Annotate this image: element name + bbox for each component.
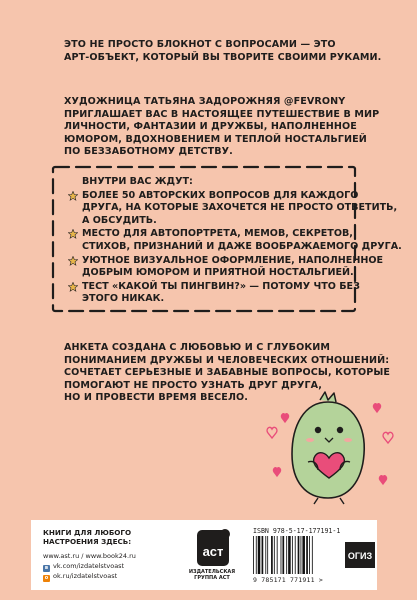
barcode-bar: [295, 536, 296, 574]
feature-item: [68, 189, 398, 228]
ok-icon: о: [44, 575, 49, 581]
closing-line: ПОНИМАНИЕМ ДРУЖБЫ И ЧЕЛОВЕЧЕСКИХ ОТНОШЕНИЙ:: [64, 354, 390, 366]
vk-icon: в: [44, 565, 49, 571]
feature-item: [68, 254, 384, 280]
barcode-bar: [312, 536, 313, 574]
barcode-bar: [309, 536, 310, 574]
barcode-bar: [306, 536, 308, 574]
barcode-bar: [282, 536, 284, 574]
barcode-bar: [286, 536, 287, 574]
artist-line: ПРИГЛАШАЕТ ВАС В НАСТОЯЩЕЕ ПУТЕШЕСТВИЕ В МИР: [64, 108, 380, 120]
barcode-bar: [262, 536, 264, 574]
star-icon: [68, 191, 78, 201]
barcode-bar: [253, 536, 254, 574]
feature-line: А ОБСУДИТЬ.: [82, 214, 157, 226]
feature-line: СТИХОВ, ПРИЗНАНИЙ И ДАЖЕ ВООБРАЖАЕМОГО ДРУГА.: [82, 240, 402, 252]
barcode-bar: [302, 536, 305, 574]
barcode-digits: 9 785171 771911 >: [253, 576, 323, 584]
star-icon: [68, 282, 78, 292]
barcode-bar: [267, 536, 268, 574]
intro-paragraph: [64, 39, 382, 64]
artist-line: ПО БЕЗЗАБОТНОМУ ДЕТСТВУ.: [64, 146, 233, 158]
artist-line: ХУДОЖНИЦА ТАТЬЯНА ЗАДОРОЖНЯЯ @FEVRONY: [64, 96, 346, 107]
barcode-bar: [258, 536, 261, 574]
vk-link[interactable]: [43, 562, 124, 572]
feature-line: МЕСТО ДЛЯ АВТОПОРТРЕТА, МЕМОВ, СЕКРЕТОВ,: [82, 228, 353, 240]
feature-item: [68, 228, 402, 253]
feature-line: ДОБРЫМ ЮМОРОМ И ПРИЯТНОЙ НОСТАЛЬГИЕЙ.: [82, 267, 354, 279]
barcode-bar: [265, 536, 266, 574]
ok-link[interactable]: [43, 572, 117, 582]
barcode-bar: [281, 536, 282, 574]
footer-heading-line: НАСТРОЕНИЯ ЗДЕСЬ:: [43, 537, 132, 546]
barcode-bar: [301, 536, 302, 574]
feature-item: [68, 281, 358, 306]
ogiz-imprint-logo: [345, 542, 375, 568]
website-links[interactable]: www.ast.ru / www.book24.ru: [43, 552, 136, 560]
vk-link-text: vk.com/izdatelstvoast: [53, 562, 125, 570]
star-icon: [68, 229, 78, 239]
ogiz-logo-text: ОГИЗ: [347, 551, 373, 561]
intro-line: ЭТО НЕ ПРОСТО БЛОКНОТ С ВОПРОСАМИ — ЭТО: [64, 39, 336, 50]
ok-link-text: ok.ru/izdatelstvoast: [53, 572, 118, 580]
footer-heading-line: КНИГИ ДЛЯ ЛЮБОГО: [43, 528, 132, 537]
feature-line: ДРУГА, НА КОТОРЫЕ ЗАХОЧЕТСЯ НЕ ПРОСТО ОТВЕТИТЬ,: [82, 202, 398, 214]
publisher-caption-line: ГРУППА АСТ: [194, 575, 230, 581]
publisher-caption: [181, 569, 243, 581]
artist-paragraph: [64, 96, 380, 159]
star-icon: [68, 256, 78, 266]
barcode-bar: [292, 536, 293, 574]
isbn: ISBN 978-5-17-177191-1: [253, 527, 341, 535]
features-box: [50, 164, 402, 314]
barcode-bar: [277, 536, 278, 574]
publisher-caption-line: ИЗДАТЕЛЬСКАЯ: [188, 569, 236, 575]
ast-logo-text: аст: [202, 544, 224, 559]
barcode-bar: [271, 536, 273, 574]
feature-line: ЭТОГО НИКАК.: [82, 293, 165, 305]
barcode-bar: [274, 536, 275, 574]
creature-with-heart-illustration: [262, 388, 402, 508]
feature-line: БОЛЕЕ 50 АВТОРСКИХ ВОПРОСОВ ДЛЯ КАЖДОГО: [82, 189, 359, 201]
barcode-bar: [298, 536, 300, 574]
intro-line: АРТ-ОБЪЕКТ, КОТОРЫЙ ВЫ ТВОРИТЕ СВОИМИ РУКАМИ.: [64, 51, 382, 63]
artist-line: ЮМОРОМ, ВДОХНОВЕНИЕМ И ТЕПЛОЙ НОСТАЛЬГИЕЙ: [64, 133, 367, 145]
box-title: ВНУТРИ ВАС ЖДУТ:: [82, 176, 193, 187]
feature-line: ТЕСТ «КАКОЙ ТЫ ПИНГВИН?» — ПОТОМУ ЧТО БЕЗ: [82, 280, 360, 292]
closing-line: ПОМОГАЮТ НЕ ПРОСТО УЗНАТЬ ДРУГ ДРУГА,: [64, 379, 322, 391]
closing-line: АНКЕТА СОЗДАНА С ЛЮБОВЬЮ И С ГЛУБОКИМ: [64, 342, 331, 353]
barcode-bar: [288, 536, 291, 574]
barcode: [253, 536, 331, 574]
barcode-bar: [256, 536, 257, 574]
footer-heading: [43, 528, 131, 546]
closing-line: НО И ПРОВЕСТИ ВРЕМЯ ВЕСЕЛО.: [64, 392, 249, 404]
closing-line: СОЧЕТАЕТ СЕРЬЕЗНЫЕ И ЗАБАВНЫЕ ВОПРОСЫ, КОТОРЫЕ: [64, 367, 391, 379]
feature-line: УЮТНОЕ ВИЗУАЛЬНОЕ ОФОРМЛЕНИЕ, НАПОЛНЕННОЕ: [82, 254, 384, 266]
publisher-info-card: [31, 520, 377, 590]
artist-line: ЛИЧНОСТИ, ФАНТАЗИИ И ДРУЖБЫ, НАПОЛНЕННОЕ: [64, 121, 357, 133]
